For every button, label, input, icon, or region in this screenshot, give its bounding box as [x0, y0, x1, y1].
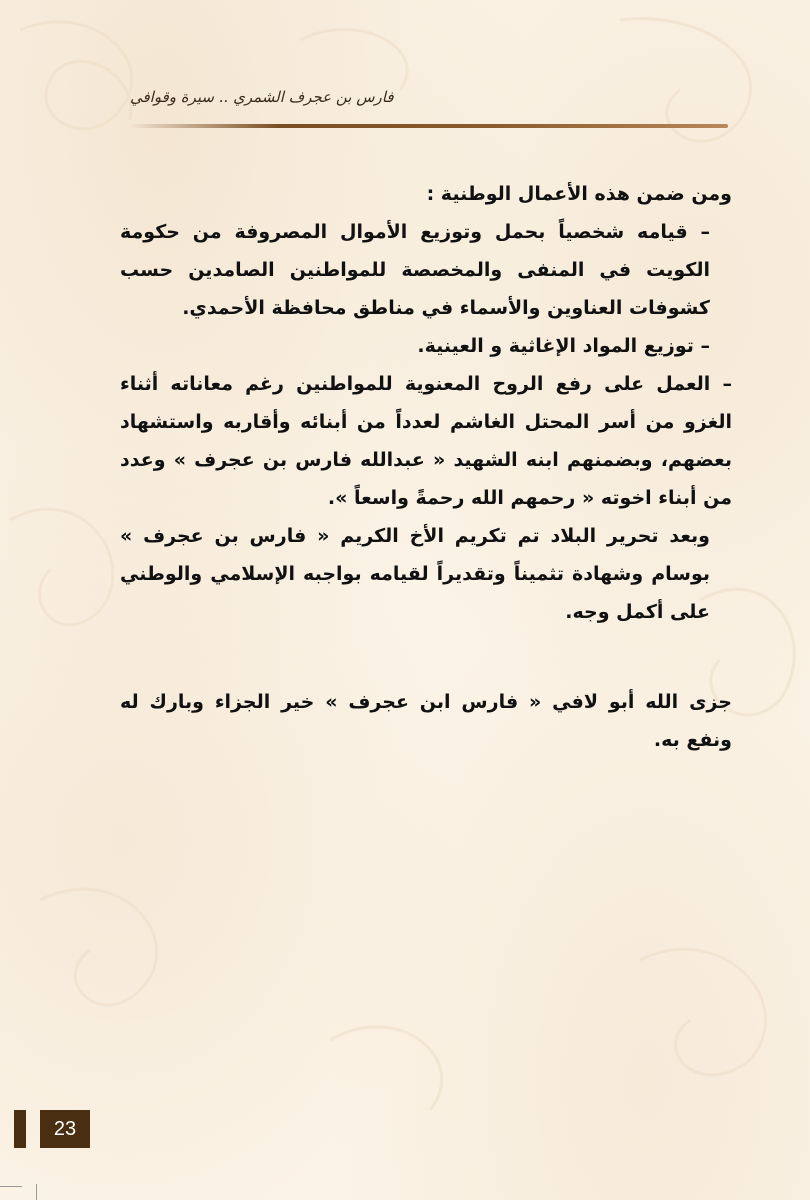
crop-mark-vertical	[36, 1184, 37, 1200]
paragraph-funds: – قيامه شخصياً بحمل وتوزيع الأموال المصروفة من حكومة الكويت في المنفى والمخصصة للمواطنين الصامدين حسب كشوفات العناوين والأسماء في مناطق محافظة الأحمدي.	[120, 221, 710, 319]
main-text	[120, 175, 732, 759]
crop-mark-left	[0, 1186, 22, 1187]
paragraph-intro: ومن ضمن هذه الأعمال الوطنية :	[426, 183, 732, 205]
paragraph-morale: – العمل على رفع الروح المعنوية للمواطنين رغم معاناته أثناء الغزو من أسر المحتل الغاشم لعدداً من أبنائه وأقاربه واستشهاد بعضهم، وبضمنهم ابنه الشهيد « عبدالله فارس بن عجرف » وعدد من أبناء اخوته « رحمهم الله رحمةً واسعاً ».	[120, 373, 732, 509]
paragraph-honor: وبعد تحرير البلاد تم تكريم الأخ الكريم « فارس بن عجرف » بوسام وشهادة تثميناً وتقديراً لقيامه بواجبه الإسلامي والوطني على أكمل وجه.	[120, 525, 710, 623]
header-divider	[128, 124, 728, 128]
page-number: 23	[40, 1110, 90, 1148]
running-header: فارس بن عجرف الشمري .. سيرة وقوافي	[130, 88, 394, 106]
page-number-tab	[14, 1110, 26, 1148]
paragraph-spacer	[120, 631, 732, 683]
paragraph-blessing: جزى الله أبو لافي « فارس ابن عجرف » خير الجزاء وبارك له ونفع به.	[120, 691, 732, 751]
paragraph-relief: – توزيع المواد الإغاثية و العينية.	[417, 335, 710, 357]
